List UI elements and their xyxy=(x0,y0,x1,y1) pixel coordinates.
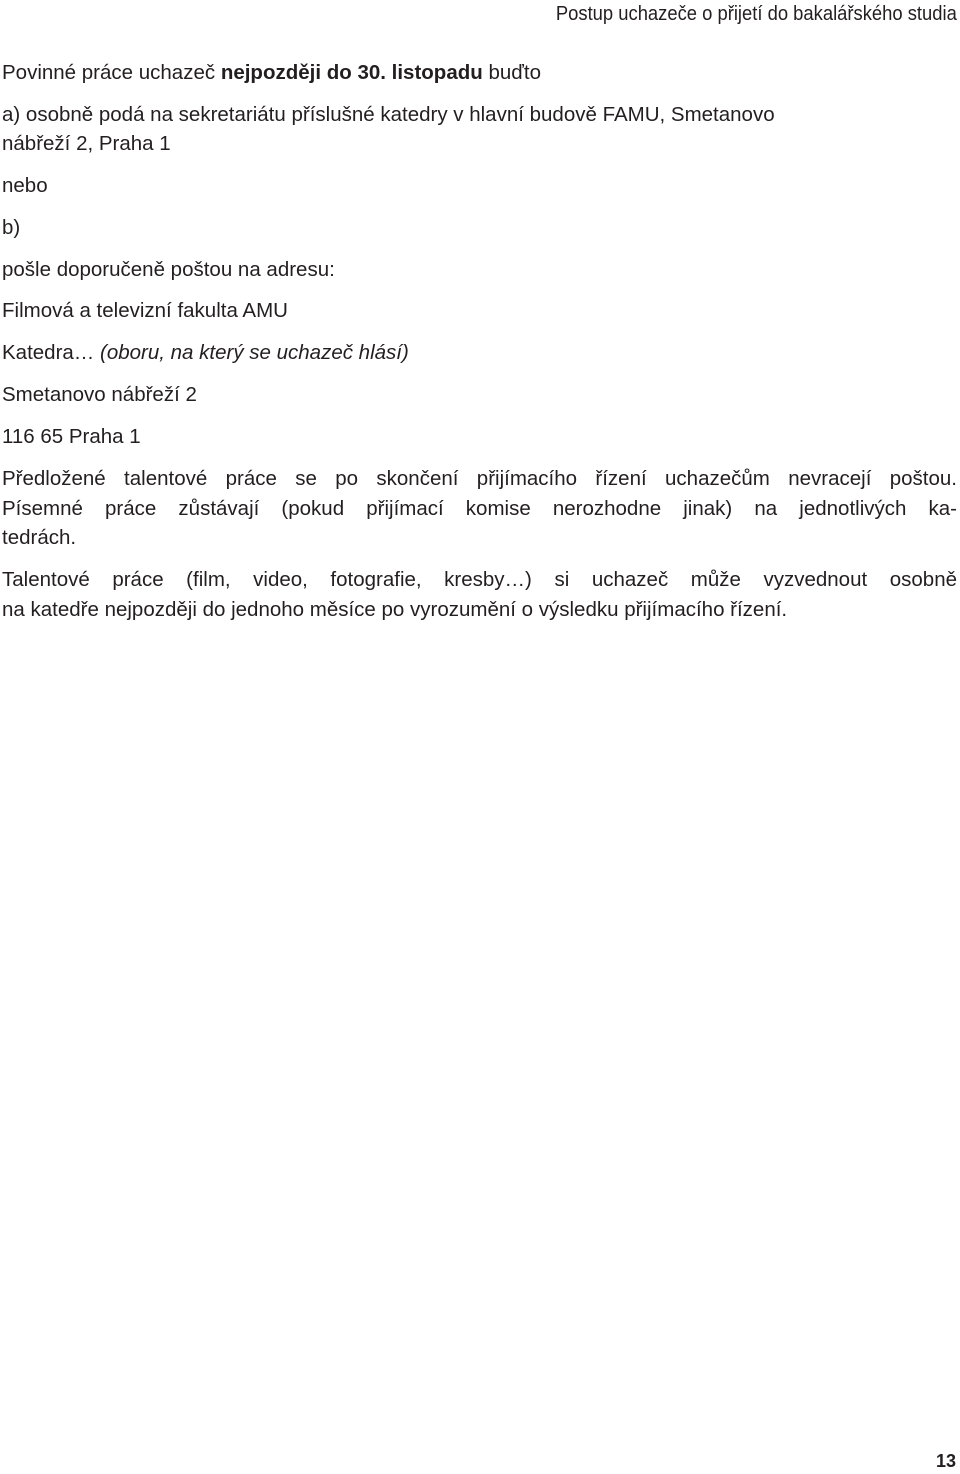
pickup-line-1: Talentové práce (film, video, fotografie, kresby…) si uchazeč může vyzvednout osobně xyxy=(2,568,957,591)
option-b-text: pošle doporučeně poštou na adresu: xyxy=(2,258,335,281)
address-city: 116 65 Praha 1 xyxy=(2,425,141,448)
intro-sentence xyxy=(2,60,541,86)
written-works-line-2: tedrách. xyxy=(2,526,77,549)
deadline-emphasis: nejpozději do 30. listopadu xyxy=(220,61,483,84)
option-a-line-2: nábřeží 2, Praha 1 xyxy=(2,132,171,155)
pickup-line-2: na katedře nejpozději do jednoho měsíce po vyrozumění o výsledku přijímacího řízení. xyxy=(2,598,788,621)
department-note: (oboru, na který se uchazeč hlásí) xyxy=(100,341,409,364)
address-street: Smetanovo nábřeží 2 xyxy=(2,383,197,406)
return-policy-paragraph: Předložené talentové práce se po skončení přijímacího řízení uchazečům nevracejí poštou. xyxy=(2,467,957,490)
option-a-line-1: a) osobně podá na sekretariátu příslušné katedry v hlavní budově FAMU, Smetanovo xyxy=(2,103,775,126)
intro-lead: Povinné práce uchazeč xyxy=(2,61,221,84)
option-b-label: b) xyxy=(2,216,21,239)
running-header: Postup uchazeče o přijetí do bakalářského studia xyxy=(556,3,957,25)
address-department xyxy=(2,340,409,366)
page-number: 13 xyxy=(935,1451,956,1471)
address-faculty: Filmová a televizní fakulta AMU xyxy=(2,299,288,322)
or-word: nebo xyxy=(2,174,48,197)
intro-tail: buďto xyxy=(482,61,541,84)
written-works-line-1: Písemné práce zůstávají (pokud přijímací komise nerozhodne jinak) na jednotlivých ka- xyxy=(2,497,957,520)
department-prefix: Katedra… xyxy=(2,341,100,364)
